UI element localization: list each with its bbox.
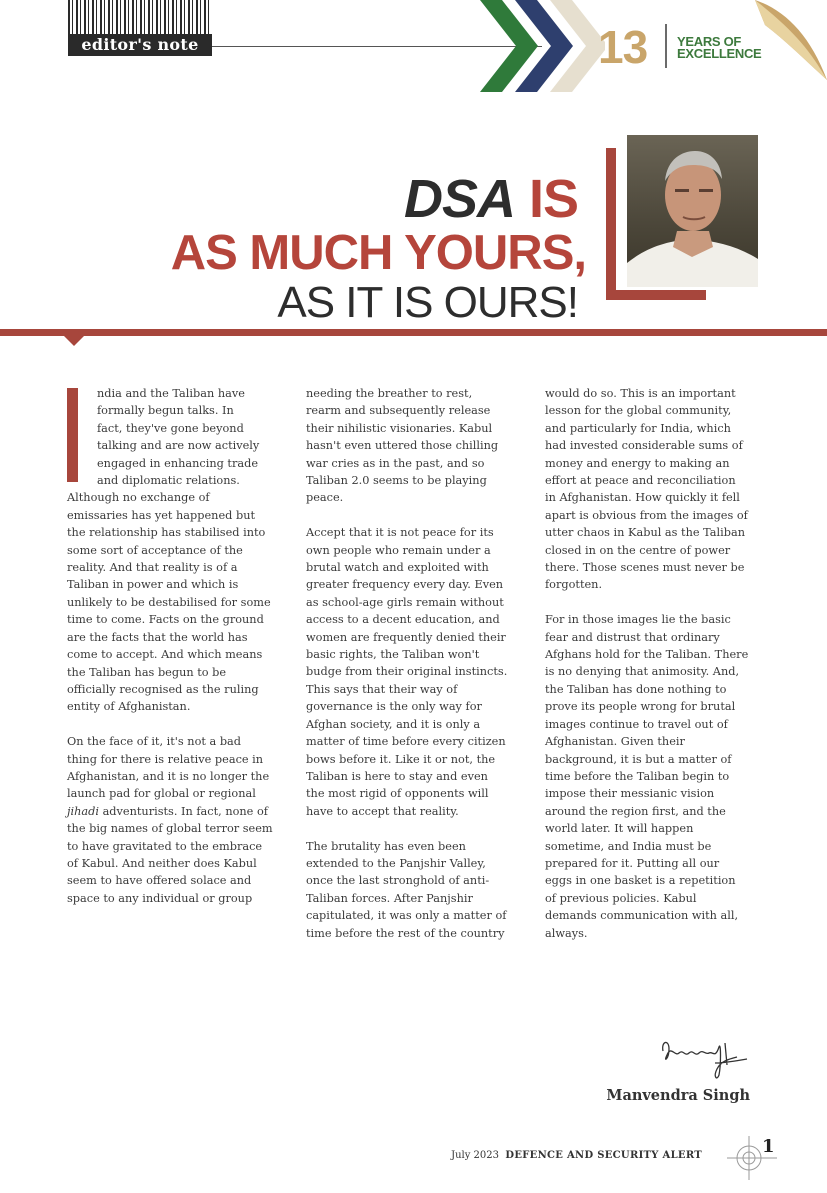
paragraph-text: adventurists. In fact, none of the big names of global terror seem to have gravitated to the embrace of Kabul. And neither does Kabul seem to have offered solace and space to any individual or group [67,804,273,905]
barcode-decoration [68,0,210,34]
paragraph [67,733,273,907]
article-column-2 [306,385,510,959]
article-column-1 [67,385,273,925]
text-line: formally begun talks. In [97,404,234,418]
paragraph: Accept that it is not peace for its own people who remain under a brutal watch and exploited with greater frequency every day. Even as school-age girls remain without access to a decent education, and women are frequently denied their basic rights, the Taliban won't budge from their original instincts. This says that their way of governance is the only way for Afghan society, and it is only a matter of time before every citizen bows before it. Like it or not, the Taliban is here to stay and even the most rigid of opponents will have to accept that reality. [306,526,508,818]
article-column-3 [545,385,749,959]
headline-is: IS [514,169,578,229]
handwritten-signature [655,1035,755,1083]
footer-date: July 2023 [451,1150,499,1161]
years-number: 13 [598,21,648,73]
editor-portrait-photo [627,135,758,287]
paragraph: needing the breather to rest, rearm and subsequently release their nihilistic visionaries. Kabul hasn't even uttered those chilling war cries as in the past, and so Taliban 2.0 seems to be playing peace. [306,387,499,505]
years-line2: EXCELLENCE [677,46,762,61]
headline-line2: AS MUCH YOURS, [170,226,586,280]
photo-frame-vertical [606,148,616,300]
paragraph: The brutality has even been extended to the Panjshir Valley, once the last stronghold of anti-Taliban forces. After Panjshir capitulated, it was only a matter of time before the rest of the country [306,839,507,940]
divider-pointer [64,336,84,346]
portrait-illustration [627,135,758,287]
page-number: 1 [762,1136,775,1157]
text-line: talking and are now actively [97,439,260,453]
italic-term: jihadi [67,804,99,818]
paragraph-text: On the face of it, it's not a bad thing for there is relative peace in Afghanistan, and it is no longer the launch pad for global or regional [67,735,270,801]
headline-line1 [0,169,578,229]
footer-text [400,1150,702,1161]
years-divider [665,24,667,68]
text-line: engaged in enhancing trade [97,456,259,470]
paragraph: would do so. This is an important lesson for the global community, and particularly for India, which had invested considerable sums of money and energy to making an effort at peace and reconciliation in Afghanistan. How quickly it fell apart is obvious from the images of utter chaos in Kabul as the Taliban closed in on the centre of power there. Those scenes must never be forgotten. [545,387,748,592]
text-line: and diplomatic relations. [97,474,240,488]
author-name: Manvendra Singh [606,1087,750,1104]
page-curl-icon [755,0,827,80]
paragraph-text: Although no exchange of emissaries has yet happened but the relationship has stabilised into some sort of acceptance of the reality. And that reality is of a Taliban in power and which is unlikely to be destabilised for some time to come. Facts on the ground are the facts that the world has come to accept. And which means the Taliban has begun to be officially recognised as the ruling entity of Afghanistan. [67,491,271,714]
paragraph: For in those images lie the basic fear and distrust that ordinary Afghans hold for the Taliban. There is no denying that animosity. And, the Taliban has done nothing to prove its people wrong for brutal images continue to travel out of Afghanistan. Given their background, it is but a matter of time before the Taliban begin to impose their messianic vision around the region first, and the world later. It will happen sometime, and India must be prepared for it. Putting all our eggs in one basket is a repetition of previous policies. Kabul demands communication with all, always. [545,613,749,940]
chevron-arrows-decoration [480,0,605,92]
headline-line3: AS IT IS OURS! [277,278,578,327]
section-label: editor's note [68,34,212,56]
headline-brand: DSA [403,169,515,229]
text-line: fact, they've gone beyond [97,421,244,435]
photo-frame-horizontal [606,290,706,300]
text-line: ndia and the Taliban have [97,387,245,400]
paragraph [67,385,273,716]
years-line1: YEARS OF [677,34,742,49]
footer-magazine: DEFENCE AND SECURITY ALERT [505,1150,702,1161]
title-divider-rule [0,329,827,336]
years-caption [677,36,761,60]
